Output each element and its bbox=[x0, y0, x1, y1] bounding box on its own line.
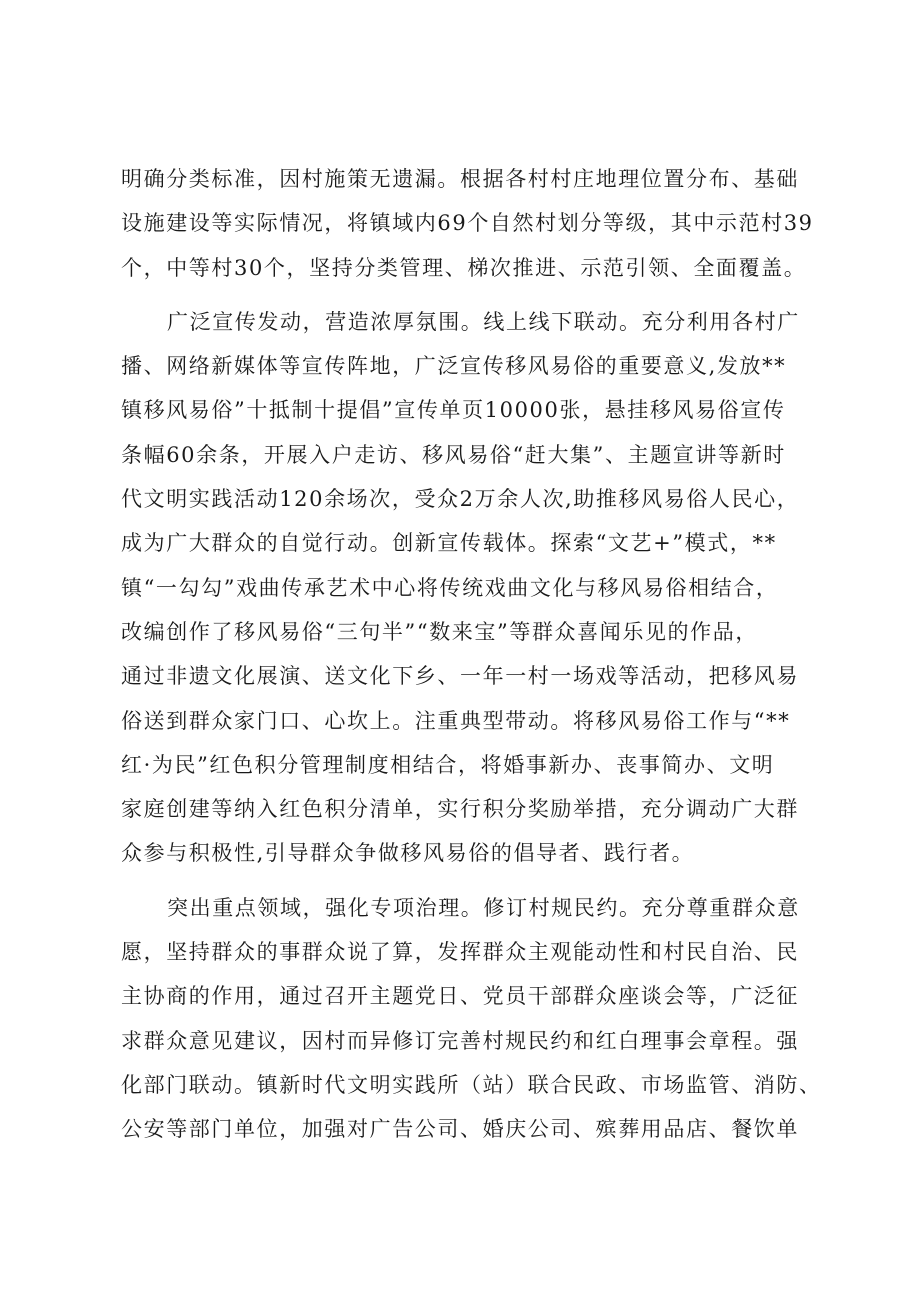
paragraph-publicity bbox=[121, 300, 821, 876]
text-line: 众参与积极性,引导群众争做移风易俗的倡导者、践行者。 bbox=[121, 841, 695, 866]
text-line: 改编创作了移风易俗“三句半”“数来宝”等群众喜闻乐见的作品， bbox=[121, 619, 758, 644]
text-line: 红·为民”红色积分管理制度相结合，将婚事新办、丧事简办、文明 bbox=[121, 752, 775, 777]
text-line: 明确分类标准，因村施策无遗漏。根据各村村庄地理位置分布、基础 bbox=[121, 167, 799, 191]
text-line: 播、网络新媒体等宣传阵地，广泛宣传移风易俗的重要意义,发放** bbox=[121, 354, 787, 379]
text-line: 公安等部门单位，加强对广告公司、婚庆公司、殡葬用品店、餐饮单 bbox=[121, 1117, 799, 1142]
text-line: 俗送到群众家门口、心坎上。注重典型带动。将移风易俗工作与“** bbox=[121, 708, 791, 733]
text-line: 条幅60余条，开展入户走访、移风易俗“赶大集”、主题宣讲等新时 bbox=[121, 442, 786, 467]
text-line: 镇移风易俗”十抵制十提倡”宣传单页10000张，悬挂移风易俗宣传 bbox=[121, 398, 786, 423]
text-line: 代文明实践活动120余场次，受众2万余人次,助推移风易俗人民心， bbox=[121, 487, 800, 512]
body-text bbox=[121, 157, 821, 1152]
text-line: 家庭创建等纳入红色积分清单，实行积分奖励举措，充分调动广大群 bbox=[121, 797, 799, 822]
text-line: 愿，坚持群众的事群众说了算，发挥群众主观能动性和村民自治、民 bbox=[121, 940, 799, 965]
text-line: 镇“一勾勾”戏曲传承艺术中心将传统戏曲文化与移风易俗相结合， bbox=[121, 575, 779, 600]
text-line: 主协商的作用，通过召开主题党日、党员干部群众座谈会等，广泛征 bbox=[121, 984, 799, 1009]
text-line: 突出重点领域，强化专项治理。修订村规民约。充分尊重群众意 bbox=[167, 895, 800, 920]
text-line: 广泛宣传发动，营造浓厚氛围。线上线下联动。充分利用各村广 bbox=[167, 309, 800, 334]
text-line: 设施建设等实际情况，将镇域内69个自然村划分等级，其中示范村39 bbox=[121, 211, 814, 236]
text-line: 化部门联动。镇新时代文明实践所（站）联合民政、市场监管、消防、 bbox=[121, 1072, 822, 1097]
text-line: 个，中等村30个，坚持分类管理、梯次推进、示范引领、全面覆盖。 bbox=[121, 255, 807, 280]
paragraph-classification bbox=[121, 157, 821, 290]
paragraph-governance bbox=[121, 886, 821, 1152]
text-line: 通过非遗文化展演、送文化下乡、一年一村一场戏等活动，把移风易 bbox=[121, 664, 799, 689]
text-line: 成为广大群众的自觉行动。创新宣传载体。探索“文艺+”模式，** bbox=[121, 531, 777, 556]
text-line: 求群众意见建议，因村而异修订完善村规民约和红白理事会章程。强 bbox=[121, 1028, 799, 1053]
